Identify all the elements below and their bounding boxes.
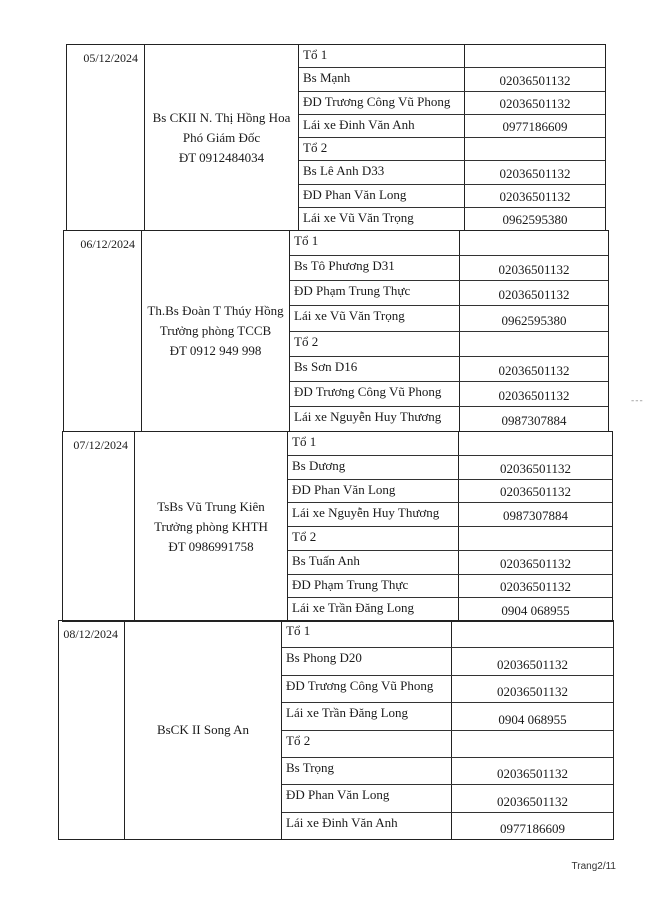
staff-name: Tổ 1 xyxy=(299,45,465,67)
table-row xyxy=(282,813,613,839)
table-row xyxy=(299,138,605,161)
staff-name: ĐD Phạm Trung Thực xyxy=(290,281,460,305)
table-row xyxy=(282,621,613,648)
staff-phone: 02036501132 xyxy=(498,362,570,378)
date-text: 05/12/2024 xyxy=(83,51,138,65)
table-row xyxy=(290,231,608,256)
staff-phone xyxy=(459,527,612,550)
table-row xyxy=(282,758,613,785)
table-row xyxy=(282,731,613,758)
staff-phone xyxy=(460,231,608,255)
table-row xyxy=(299,115,605,138)
table-row xyxy=(299,45,605,68)
date-cell xyxy=(67,45,145,230)
table-row xyxy=(288,480,612,504)
staff-phone: 02036501132 xyxy=(499,460,572,476)
staff-name: Lái xe Đinh Văn Anh xyxy=(299,115,465,137)
staff-phone: 0904 068955 xyxy=(501,603,570,618)
staff-name: ĐD Phan Văn Long xyxy=(282,785,452,811)
table-row xyxy=(299,185,605,208)
table-row xyxy=(299,92,605,115)
staff-phone: 0962595380 xyxy=(501,312,567,328)
staff-phone: 02036501132 xyxy=(498,287,570,303)
table-row xyxy=(288,598,612,621)
staff-name: Bs Sơn D16 xyxy=(290,357,460,381)
leader-phone: ĐT 0912484034 xyxy=(178,149,265,165)
leader-cell xyxy=(125,621,282,839)
staff-phone xyxy=(452,731,613,757)
table-row xyxy=(290,332,608,357)
table-row xyxy=(282,676,613,703)
leader-phone: ĐT 0986991758 xyxy=(168,538,254,554)
staff-name: Lái xe Vũ Văn Trọng xyxy=(299,208,465,230)
date-text: 08/12/2024 xyxy=(63,627,118,641)
leader-title: Phó Giám Đốc xyxy=(182,129,261,145)
staff-phone xyxy=(460,332,608,356)
staff-name: ĐD Phan Văn Long xyxy=(299,185,465,207)
table-row xyxy=(288,551,612,575)
staff-name: Bs Phong D20 xyxy=(282,648,452,674)
staff-rows xyxy=(282,621,613,839)
staff-name: Bs Mạnh xyxy=(299,68,465,90)
table-row xyxy=(299,208,605,230)
staff-rows xyxy=(288,432,612,621)
staff-phone: 0962595380 xyxy=(502,212,568,227)
staff-phone xyxy=(459,432,612,455)
staff-phone: 0977186609 xyxy=(502,119,568,134)
day-block-2 xyxy=(63,230,609,432)
staff-phone: 02036501132 xyxy=(499,72,571,88)
staff-name: Tổ 2 xyxy=(282,731,452,757)
date-cell xyxy=(64,231,142,431)
staff-name: Lái xe Nguyễn Huy Thương xyxy=(288,503,459,526)
table-row xyxy=(299,68,605,91)
staff-phone: 02036501132 xyxy=(499,484,572,500)
staff-phone: 0904 068955 xyxy=(498,711,567,727)
leader-name: Bs CKII N. Thị Hồng Hoa xyxy=(152,109,291,125)
staff-rows xyxy=(290,231,608,431)
leader-name: Th.Bs Đoàn T Thúy Hồng xyxy=(147,303,284,318)
staff-name: Tổ 1 xyxy=(290,231,460,255)
page-number: Trang2/11 xyxy=(571,861,616,872)
leader-title: Trưởng phòng KHTH xyxy=(154,518,268,534)
staff-phone: 02036501132 xyxy=(499,95,571,111)
staff-phone: 0987307884 xyxy=(501,413,567,428)
staff-rows xyxy=(299,45,605,230)
margin-mark: --- xyxy=(631,396,644,406)
day-block-4 xyxy=(58,620,614,840)
table-row xyxy=(290,306,608,331)
leader-phone: ĐT 0912 949 998 xyxy=(169,343,262,358)
date-text: 06/12/2024 xyxy=(80,237,135,251)
staff-phone: 02036501132 xyxy=(498,262,570,278)
staff-phone: 02036501132 xyxy=(499,555,572,571)
leader-name: TsBs Vũ Trung Kiên xyxy=(157,498,265,514)
staff-name: ĐD Phan Văn Long xyxy=(288,480,459,503)
leader-cell xyxy=(135,432,288,621)
staff-name: Bs Tô Phương D31 xyxy=(290,256,460,280)
staff-name: Tổ 2 xyxy=(290,332,460,356)
table-row xyxy=(282,703,613,730)
staff-phone: 02036501132 xyxy=(499,165,571,181)
staff-name: Bs Dương xyxy=(288,456,459,479)
date-text: 07/12/2024 xyxy=(73,438,128,452)
day-block-3 xyxy=(62,431,613,622)
staff-phone xyxy=(465,138,605,160)
staff-phone: 02036501132 xyxy=(498,387,570,403)
date-cell xyxy=(63,432,135,621)
staff-name: Tổ 2 xyxy=(299,138,465,160)
day-block-1 xyxy=(66,44,606,231)
staff-name: Lái xe Trần Đăng Long xyxy=(288,598,459,621)
staff-name: Bs Trọng xyxy=(282,758,452,784)
staff-phone: 02036501132 xyxy=(496,684,569,700)
staff-name: ĐD Phạm Trung Thực xyxy=(288,575,459,598)
table-row xyxy=(290,407,608,431)
table-row xyxy=(288,575,612,599)
staff-phone: 02036501132 xyxy=(499,188,571,204)
table-row xyxy=(288,503,612,527)
staff-phone: 02036501132 xyxy=(496,766,569,782)
table-row xyxy=(290,281,608,306)
date-cell xyxy=(59,621,125,839)
staff-name: Lái xe Trần Đăng Long xyxy=(282,703,452,729)
leader-cell xyxy=(142,231,290,431)
table-row xyxy=(290,382,608,407)
staff-name: Tổ 2 xyxy=(288,527,459,550)
staff-name: ĐD Trương Công Vũ Phong xyxy=(282,676,452,702)
staff-phone: 02036501132 xyxy=(499,579,572,595)
leader-name: BsCK II Song An xyxy=(156,722,250,737)
table-row xyxy=(299,161,605,184)
staff-name: Tổ 1 xyxy=(288,432,459,455)
staff-phone xyxy=(465,45,605,67)
staff-name: Lái xe Nguyễn Huy Thương xyxy=(290,407,460,431)
leader-cell xyxy=(145,45,299,230)
table-row xyxy=(288,527,612,551)
staff-name: ĐD Trương Công Vũ Phong xyxy=(290,382,460,406)
staff-phone: 0977186609 xyxy=(500,821,565,836)
staff-name: Lái xe Vũ Văn Trọng xyxy=(290,306,460,330)
table-row xyxy=(282,785,613,812)
staff-phone: 02036501132 xyxy=(496,793,569,809)
staff-phone: 02036501132 xyxy=(496,656,569,672)
staff-phone xyxy=(452,621,613,647)
table-row xyxy=(288,456,612,480)
staff-phone: 0987307884 xyxy=(503,508,568,523)
staff-name: Bs Lê Anh D33 xyxy=(299,161,465,183)
staff-name: Bs Tuấn Anh xyxy=(288,551,459,574)
leader-title: Trưởng phòng TCCB xyxy=(159,323,272,338)
table-row xyxy=(290,357,608,382)
staff-name: ĐD Trương Công Vũ Phong xyxy=(299,92,465,114)
staff-name: Lái xe Đinh Văn Anh xyxy=(282,813,452,839)
table-row xyxy=(288,432,612,456)
table-row xyxy=(290,256,608,281)
table-row xyxy=(282,648,613,675)
staff-name: Tổ 1 xyxy=(282,621,452,647)
